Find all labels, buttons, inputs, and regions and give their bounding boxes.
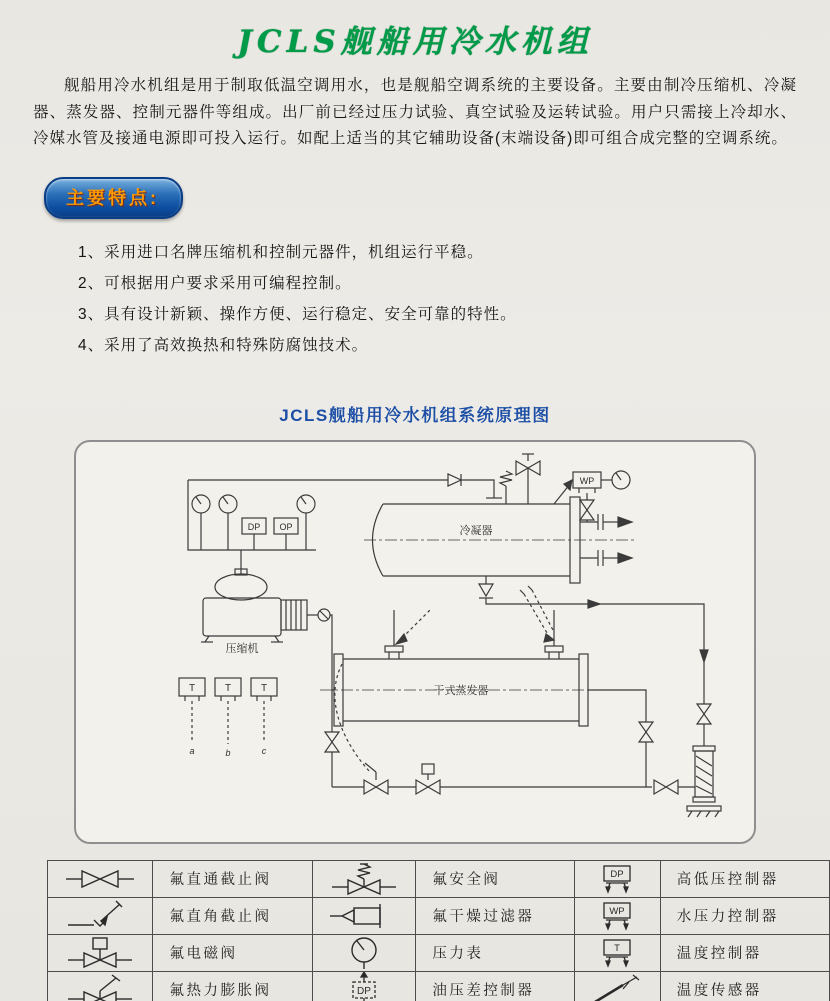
features-heading-banner: 主要特点: (44, 177, 183, 219)
t-box-label: T (224, 682, 232, 694)
table-row (48, 971, 830, 1001)
pressure-gauge-icon (297, 495, 315, 513)
legend-label: 氟直角截止阀 (153, 897, 312, 934)
t-box-label: T (188, 682, 196, 694)
angle-stop-valve-icon (48, 897, 153, 934)
solenoid-valve (416, 764, 440, 794)
op-box-label: OP (279, 521, 293, 532)
legend-label: 氟电磁阀 (153, 934, 312, 971)
temperature-sensor-icon (574, 971, 660, 1001)
evaporator (320, 586, 622, 726)
thermal-expansion-valve-icon (48, 971, 153, 1001)
svg-text:DP: DP (357, 985, 372, 997)
test-point-c: c (261, 745, 267, 756)
test-point-b: b (225, 747, 231, 758)
svg-text:T: T (614, 942, 621, 954)
legend-label: 温度传感器 (660, 971, 829, 1001)
solenoid-valve-icon (48, 934, 153, 971)
straight-stop-valve-icon (48, 860, 153, 897)
legend-label: 水压力控制器 (660, 897, 829, 934)
system-schematic-diagram (74, 440, 756, 844)
wp-box-label: WP (579, 475, 595, 486)
compressor-label: 压缩机 (225, 642, 259, 655)
svg-text:DP: DP (610, 868, 624, 880)
safety-valve-cluster (500, 454, 572, 504)
legend-label: 温度控制器 (660, 934, 829, 971)
condenser-label: 冷凝器 (459, 524, 493, 537)
feature-item: 2、可根据用户要求采用可编程控制。 (78, 275, 352, 293)
pressure-gauge-icon (312, 934, 416, 971)
dp-box-label: DP (247, 521, 261, 532)
safety-valve-icon (312, 860, 416, 897)
t-box-label: T (260, 682, 268, 694)
intro-paragraph: 舰船用冷水机组是用于制取低温空调用水，也是舰船空调系统的主要设备。主要由制冷压缩机、冷凝器、蒸发器、控制元器件等组成。出厂前已经过压力试验、真空试验及运转试验。用户只需接上冷却水、冷媒水管及接通电源即可投入运行。如配上适当的其它辅助设备(末端设备)即可组合成完整的空调系统。 (33, 77, 797, 148)
symbol-legend-table (47, 860, 830, 1001)
high-low-pressure-controller-icon (574, 860, 660, 897)
test-point-a: a (189, 745, 195, 756)
feature-item: 1、采用进口名牌压缩机和控制元器件，机组运行平稳。 (78, 243, 484, 261)
features-list (78, 243, 830, 357)
svg-text:WP: WP (609, 905, 625, 917)
drying-filter (687, 746, 721, 817)
pressure-gauge-icon (219, 495, 237, 513)
legend-label: 氟干燥过滤器 (416, 897, 574, 934)
legend-label: 氟热力膨胀阀 (153, 971, 312, 1001)
legend-label: 压力表 (416, 934, 574, 971)
legend-label: 高低压控制器 (660, 860, 829, 897)
feature-item: 3、具有设计新颖、操作方便、运行稳定、安全可靠的特性。 (78, 306, 517, 324)
evaporator-label: 干式蒸发器 (433, 684, 489, 697)
legend-label: 油压差控制器 (416, 971, 574, 1001)
table-row (48, 934, 830, 971)
water-pressure-controller-icon (574, 897, 660, 934)
feature-item: 4、采用了高效换热和特殊防腐蚀技术。 (78, 337, 369, 355)
drying-filter-icon (312, 897, 416, 934)
pressure-gauge-icon (192, 495, 210, 513)
oil-pressure-differential-controller-icon (312, 971, 416, 1001)
condenser (364, 497, 634, 583)
table-row (48, 897, 830, 934)
table-row (48, 860, 830, 897)
legend-label: 氟安全阀 (416, 860, 574, 897)
legend-label: 氟直通截止阀 (153, 860, 312, 897)
temperature-controller-icon (574, 934, 660, 971)
compressor (201, 569, 330, 642)
diagram-title: JCLS舰船用冷水机组系统原理图 (279, 405, 551, 425)
page-title: JCLS舰船用冷水机组 (237, 24, 593, 60)
schematic-svg (76, 442, 754, 842)
